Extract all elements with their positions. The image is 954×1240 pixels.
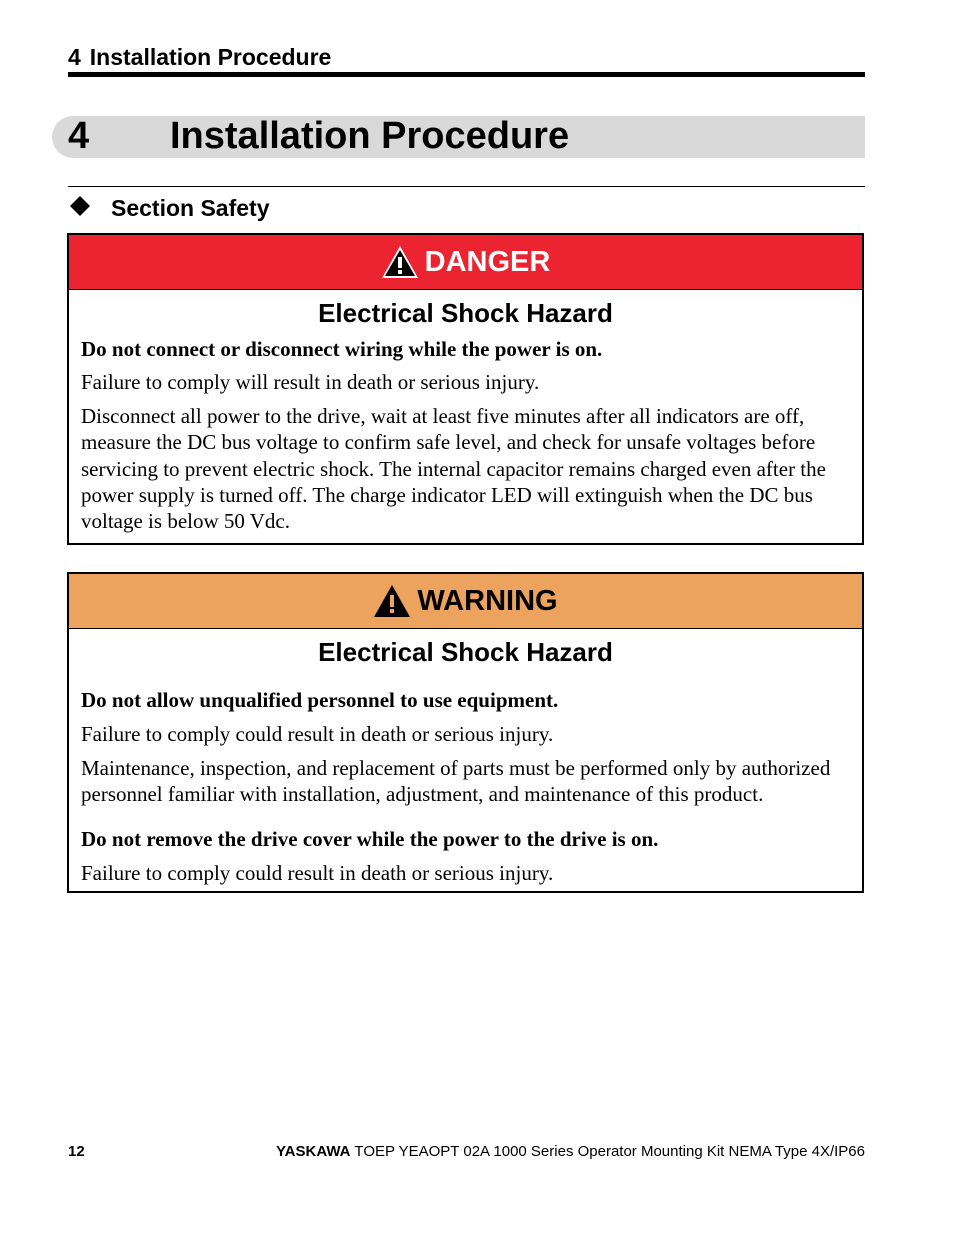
warning-label: WARNING [417, 584, 558, 617]
footer-brand: YASKAWA [276, 1143, 351, 1160]
section-title: Section Safety [111, 195, 270, 221]
warning-consequence-1: Failure to comply could result in death or serious injury. [81, 722, 554, 747]
warning-instruction-1: Do not allow unqualified personnel to use equipment. [81, 688, 559, 712]
running-head-title: Installation Procedure [89, 44, 332, 70]
danger-instruction: Do not connect or disconnect wiring while the power is on. [81, 337, 603, 361]
chapter-title: Installation Procedure [170, 115, 570, 157]
diamond-bullet-icon [70, 196, 90, 216]
danger-hazard-title: Electrical Shock Hazard [318, 298, 613, 328]
page-number: 12 [68, 1143, 85, 1160]
danger-box [67, 233, 864, 545]
warning-triangle-icon [381, 245, 419, 279]
warning-hazard-title: Electrical Shock Hazard [318, 637, 613, 667]
warning-box [67, 572, 864, 893]
running-head-rule [68, 72, 865, 77]
running-head [68, 44, 340, 71]
danger-label: DANGER [424, 245, 551, 278]
section-rule [68, 186, 865, 187]
warning-instruction-2: Do not remove the drive cover while the power to the drive is on. [81, 826, 659, 851]
chapter-number: 4 [68, 115, 90, 157]
warning-triangle-icon [373, 584, 411, 618]
danger-header [69, 235, 862, 290]
danger-consequence: Failure to comply will result in death or serious injury. [81, 370, 540, 395]
footer-doc-title [276, 1143, 865, 1160]
warning-header [69, 574, 862, 629]
warning-consequence-2: Failure to comply could result in death or serious injury. [81, 861, 554, 886]
danger-detail: Disconnect all power to the drive, wait at least five minutes after all indicators are off, measure the DC bus voltage to confirm safe level, and check for unsafe voltages before servicing to prevent electric shock. The internal capacitor remains charged even after the power supply is turned off. The charge indicator LED will extinguish when the DC bus voltage is below 50 Vdc. [81, 403, 826, 534]
running-head-number: 4 [68, 44, 81, 70]
footer-title: TOEP YEAOPT 02A 1000 Series Operator Mounting Kit NEMA Type 4X/IP66 [354, 1143, 865, 1160]
warning-detail-1: Maintenance, inspection, and replacement of parts must be performed only by authorized personnel familiar with installation, adjustment, and maintenance of this product. [81, 755, 831, 807]
